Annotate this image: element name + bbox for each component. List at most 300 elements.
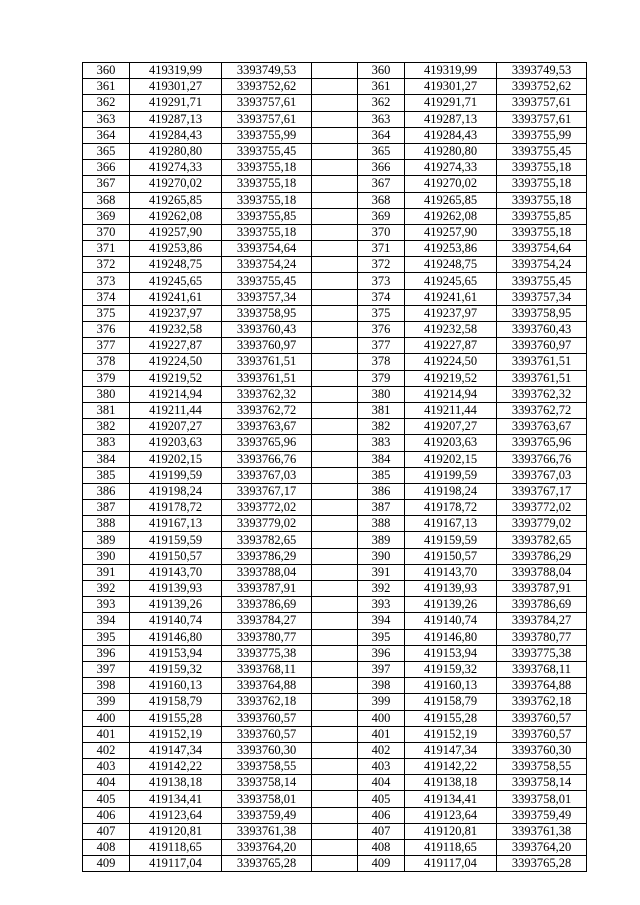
y-coordinate-cell: 3393762,32 [497, 386, 587, 402]
y-coordinate-cell: 3393788,04 [497, 564, 587, 580]
point-number-cell: 385 [358, 467, 405, 483]
point-number-cell: 369 [358, 208, 405, 224]
gap-cell [312, 273, 358, 289]
point-number-cell: 374 [358, 289, 405, 305]
y-coordinate-cell: 3393760,57 [497, 710, 587, 726]
y-coordinate-cell: 3393786,29 [497, 548, 587, 564]
table-row [83, 160, 587, 176]
table-row [83, 95, 587, 111]
y-coordinate-cell: 3393755,18 [497, 224, 587, 240]
x-coordinate-cell: 419118,65 [130, 840, 222, 856]
y-coordinate-cell: 3393772,02 [222, 500, 312, 516]
point-number-cell: 377 [83, 338, 130, 354]
y-coordinate-cell: 3393765,28 [497, 856, 587, 872]
point-number-cell: 380 [358, 386, 405, 402]
point-number-cell: 364 [83, 127, 130, 143]
point-number-cell: 399 [358, 694, 405, 710]
x-coordinate-cell: 419241,61 [405, 289, 497, 305]
gap-cell [312, 435, 358, 451]
gap-cell [312, 613, 358, 629]
x-coordinate-cell: 419160,13 [130, 678, 222, 694]
y-coordinate-cell: 3393759,49 [497, 807, 587, 823]
point-number-cell: 360 [83, 63, 130, 79]
point-number-cell: 380 [83, 386, 130, 402]
y-coordinate-cell: 3393757,34 [222, 289, 312, 305]
point-number-cell: 393 [358, 597, 405, 613]
table-row [83, 645, 587, 661]
table-row [83, 661, 587, 677]
y-coordinate-cell: 3393775,38 [497, 645, 587, 661]
x-coordinate-cell: 419167,13 [405, 516, 497, 532]
point-number-cell: 398 [358, 678, 405, 694]
table-row [83, 322, 587, 338]
y-coordinate-cell: 3393775,38 [222, 645, 312, 661]
y-coordinate-cell: 3393757,61 [222, 111, 312, 127]
point-number-cell: 375 [83, 305, 130, 321]
x-coordinate-cell: 419214,94 [405, 386, 497, 402]
x-coordinate-cell: 419150,57 [130, 548, 222, 564]
table-row [83, 840, 587, 856]
point-number-cell: 381 [358, 402, 405, 418]
x-coordinate-cell: 419248,75 [130, 257, 222, 273]
x-coordinate-cell: 419203,63 [130, 435, 222, 451]
table-row [83, 548, 587, 564]
table-row [83, 354, 587, 370]
point-number-cell: 407 [358, 823, 405, 839]
table-row [83, 241, 587, 257]
point-number-cell: 394 [83, 613, 130, 629]
gap-cell [312, 516, 358, 532]
y-coordinate-cell: 3393784,27 [222, 613, 312, 629]
x-coordinate-cell: 419237,97 [405, 305, 497, 321]
x-coordinate-cell: 419274,33 [405, 160, 497, 176]
x-coordinate-cell: 419150,57 [405, 548, 497, 564]
table-row [83, 856, 587, 872]
x-coordinate-cell: 419214,94 [130, 386, 222, 402]
x-coordinate-cell: 419142,22 [405, 759, 497, 775]
point-number-cell: 378 [358, 354, 405, 370]
y-coordinate-cell: 3393755,18 [222, 176, 312, 192]
table-row [83, 775, 587, 791]
table-row [83, 79, 587, 95]
x-coordinate-cell: 419207,27 [130, 419, 222, 435]
point-number-cell: 389 [83, 532, 130, 548]
y-coordinate-cell: 3393782,65 [497, 532, 587, 548]
y-coordinate-cell: 3393754,24 [222, 257, 312, 273]
x-coordinate-cell: 419291,71 [130, 95, 222, 111]
y-coordinate-cell: 3393768,11 [222, 661, 312, 677]
gap-cell [312, 79, 358, 95]
gap-cell [312, 451, 358, 467]
y-coordinate-cell: 3393749,53 [497, 63, 587, 79]
point-number-cell: 379 [358, 370, 405, 386]
y-coordinate-cell: 3393755,85 [222, 208, 312, 224]
point-number-cell: 396 [358, 645, 405, 661]
point-number-cell: 371 [83, 241, 130, 257]
gap-cell [312, 597, 358, 613]
gap-cell [312, 63, 358, 79]
y-coordinate-cell: 3393749,53 [222, 63, 312, 79]
x-coordinate-cell: 419159,32 [130, 661, 222, 677]
point-number-cell: 383 [358, 435, 405, 451]
y-coordinate-cell: 3393784,27 [497, 613, 587, 629]
x-coordinate-cell: 419159,59 [405, 532, 497, 548]
y-coordinate-cell: 3393788,04 [222, 564, 312, 580]
point-number-cell: 407 [83, 823, 130, 839]
y-coordinate-cell: 3393760,97 [222, 338, 312, 354]
y-coordinate-cell: 3393752,62 [222, 79, 312, 95]
point-number-cell: 373 [83, 273, 130, 289]
point-number-cell: 400 [83, 710, 130, 726]
table-row [83, 111, 587, 127]
table-row [83, 613, 587, 629]
x-coordinate-cell: 419178,72 [130, 500, 222, 516]
y-coordinate-cell: 3393761,51 [222, 370, 312, 386]
table-row [83, 759, 587, 775]
x-coordinate-cell: 419158,79 [405, 694, 497, 710]
x-coordinate-cell: 419118,65 [405, 840, 497, 856]
y-coordinate-cell: 3393755,18 [222, 192, 312, 208]
x-coordinate-cell: 419159,32 [405, 661, 497, 677]
y-coordinate-cell: 3393786,69 [497, 597, 587, 613]
gap-cell [312, 807, 358, 823]
point-number-cell: 397 [358, 661, 405, 677]
point-number-cell: 361 [358, 79, 405, 95]
x-coordinate-cell: 419117,04 [405, 856, 497, 872]
x-coordinate-cell: 419143,70 [405, 564, 497, 580]
point-number-cell: 368 [83, 192, 130, 208]
point-number-cell: 363 [83, 111, 130, 127]
x-coordinate-cell: 419237,97 [130, 305, 222, 321]
point-number-cell: 382 [83, 419, 130, 435]
x-coordinate-cell: 419284,43 [405, 127, 497, 143]
point-number-cell: 409 [358, 856, 405, 872]
point-number-cell: 408 [83, 840, 130, 856]
point-number-cell: 392 [83, 581, 130, 597]
point-number-cell: 391 [83, 564, 130, 580]
y-coordinate-cell: 3393768,11 [497, 661, 587, 677]
table-row [83, 726, 587, 742]
x-coordinate-cell: 419219,52 [405, 370, 497, 386]
y-coordinate-cell: 3393759,49 [222, 807, 312, 823]
y-coordinate-cell: 3393757,61 [497, 111, 587, 127]
y-coordinate-cell: 3393757,61 [222, 95, 312, 111]
point-number-cell: 385 [83, 467, 130, 483]
table-row [83, 305, 587, 321]
y-coordinate-cell: 3393755,18 [497, 160, 587, 176]
x-coordinate-cell: 419160,13 [405, 678, 497, 694]
y-coordinate-cell: 3393761,38 [497, 823, 587, 839]
x-coordinate-cell: 419198,24 [405, 483, 497, 499]
x-coordinate-cell: 419155,28 [130, 710, 222, 726]
x-coordinate-cell: 419142,22 [130, 759, 222, 775]
x-coordinate-cell: 419146,80 [405, 629, 497, 645]
x-coordinate-cell: 419211,44 [405, 402, 497, 418]
gap-cell [312, 726, 358, 742]
y-coordinate-cell: 3393787,91 [497, 581, 587, 597]
point-number-cell: 399 [83, 694, 130, 710]
gap-cell [312, 208, 358, 224]
y-coordinate-cell: 3393767,03 [222, 467, 312, 483]
point-number-cell: 402 [83, 742, 130, 758]
x-coordinate-cell: 419167,13 [130, 516, 222, 532]
y-coordinate-cell: 3393780,77 [222, 629, 312, 645]
x-coordinate-cell: 419280,80 [130, 143, 222, 159]
x-coordinate-cell: 419120,81 [405, 823, 497, 839]
table-row [83, 629, 587, 645]
point-number-cell: 373 [358, 273, 405, 289]
x-coordinate-cell: 419284,43 [130, 127, 222, 143]
gap-cell [312, 564, 358, 580]
x-coordinate-cell: 419138,18 [405, 775, 497, 791]
gap-cell [312, 645, 358, 661]
point-number-cell: 403 [83, 759, 130, 775]
x-coordinate-cell: 419117,04 [130, 856, 222, 872]
table-row [83, 807, 587, 823]
point-number-cell: 406 [358, 807, 405, 823]
x-coordinate-cell: 419146,80 [130, 629, 222, 645]
x-coordinate-cell: 419123,64 [405, 807, 497, 823]
y-coordinate-cell: 3393757,34 [497, 289, 587, 305]
y-coordinate-cell: 3393755,18 [222, 160, 312, 176]
point-number-cell: 366 [358, 160, 405, 176]
y-coordinate-cell: 3393782,65 [222, 532, 312, 548]
point-number-cell: 376 [83, 322, 130, 338]
point-number-cell: 406 [83, 807, 130, 823]
point-number-cell: 392 [358, 581, 405, 597]
table-row [83, 192, 587, 208]
y-coordinate-cell: 3393758,14 [222, 775, 312, 791]
y-coordinate-cell: 3393762,18 [222, 694, 312, 710]
table-row [83, 694, 587, 710]
x-coordinate-cell: 419140,74 [405, 613, 497, 629]
y-coordinate-cell: 3393765,96 [222, 435, 312, 451]
gap-cell [312, 661, 358, 677]
point-number-cell: 394 [358, 613, 405, 629]
x-coordinate-cell: 419287,13 [130, 111, 222, 127]
x-coordinate-cell: 419138,18 [130, 775, 222, 791]
x-coordinate-cell: 419224,50 [130, 354, 222, 370]
x-coordinate-cell: 419143,70 [130, 564, 222, 580]
x-coordinate-cell: 419270,02 [130, 176, 222, 192]
x-coordinate-cell: 419253,86 [405, 241, 497, 257]
gap-cell [312, 176, 358, 192]
x-coordinate-cell: 419123,64 [130, 807, 222, 823]
gap-cell [312, 467, 358, 483]
gap-cell [312, 581, 358, 597]
y-coordinate-cell: 3393755,99 [497, 127, 587, 143]
gap-cell [312, 289, 358, 305]
y-coordinate-cell: 3393780,77 [497, 629, 587, 645]
y-coordinate-cell: 3393763,67 [222, 419, 312, 435]
gap-cell [312, 95, 358, 111]
gap-cell [312, 127, 358, 143]
table-row [83, 532, 587, 548]
x-coordinate-cell: 419203,63 [405, 435, 497, 451]
x-coordinate-cell: 419301,27 [130, 79, 222, 95]
point-number-cell: 403 [358, 759, 405, 775]
y-coordinate-cell: 3393765,96 [497, 435, 587, 451]
point-number-cell: 362 [358, 95, 405, 111]
table-row [83, 467, 587, 483]
x-coordinate-cell: 419232,58 [405, 322, 497, 338]
y-coordinate-cell: 3393767,17 [497, 483, 587, 499]
y-coordinate-cell: 3393761,38 [222, 823, 312, 839]
x-coordinate-cell: 419265,85 [405, 192, 497, 208]
table-row [83, 143, 587, 159]
point-number-cell: 367 [358, 176, 405, 192]
gap-cell [312, 257, 358, 273]
point-number-cell: 400 [358, 710, 405, 726]
point-number-cell: 362 [83, 95, 130, 111]
x-coordinate-cell: 419257,90 [405, 224, 497, 240]
x-coordinate-cell: 419120,81 [130, 823, 222, 839]
y-coordinate-cell: 3393761,51 [497, 354, 587, 370]
y-coordinate-cell: 3393758,95 [222, 305, 312, 321]
point-number-cell: 378 [83, 354, 130, 370]
point-number-cell: 404 [83, 775, 130, 791]
table-row [83, 273, 587, 289]
y-coordinate-cell: 3393762,32 [222, 386, 312, 402]
x-coordinate-cell: 419140,74 [130, 613, 222, 629]
point-number-cell: 367 [83, 176, 130, 192]
y-coordinate-cell: 3393755,45 [222, 273, 312, 289]
x-coordinate-cell: 419227,87 [130, 338, 222, 354]
point-number-cell: 382 [358, 419, 405, 435]
table-row [83, 710, 587, 726]
y-coordinate-cell: 3393757,61 [497, 95, 587, 111]
x-coordinate-cell: 419199,59 [405, 467, 497, 483]
gap-cell [312, 354, 358, 370]
table-row [83, 451, 587, 467]
point-number-cell: 387 [358, 500, 405, 516]
point-number-cell: 370 [83, 224, 130, 240]
table-row [83, 823, 587, 839]
y-coordinate-cell: 3393760,57 [222, 726, 312, 742]
point-number-cell: 390 [358, 548, 405, 564]
gap-cell [312, 840, 358, 856]
x-coordinate-cell: 419155,28 [405, 710, 497, 726]
point-number-cell: 393 [83, 597, 130, 613]
y-coordinate-cell: 3393760,57 [497, 726, 587, 742]
x-coordinate-cell: 419287,13 [405, 111, 497, 127]
y-coordinate-cell: 3393758,14 [497, 775, 587, 791]
point-number-cell: 365 [83, 143, 130, 159]
gap-cell [312, 742, 358, 758]
gap-cell [312, 856, 358, 872]
point-number-cell: 398 [83, 678, 130, 694]
table-row [83, 127, 587, 143]
x-coordinate-cell: 419248,75 [405, 257, 497, 273]
point-number-cell: 372 [83, 257, 130, 273]
gap-cell [312, 548, 358, 564]
y-coordinate-cell: 3393761,51 [497, 370, 587, 386]
point-number-cell: 405 [83, 791, 130, 807]
table-row [83, 63, 587, 79]
x-coordinate-cell: 419257,90 [130, 224, 222, 240]
y-coordinate-cell: 3393760,30 [497, 742, 587, 758]
y-coordinate-cell: 3393772,02 [497, 500, 587, 516]
table-row [83, 791, 587, 807]
point-number-cell: 388 [358, 516, 405, 532]
table-row [83, 386, 587, 402]
x-coordinate-cell: 419232,58 [130, 322, 222, 338]
point-number-cell: 374 [83, 289, 130, 305]
x-coordinate-cell: 419153,94 [405, 645, 497, 661]
table-row [83, 208, 587, 224]
table-row [83, 338, 587, 354]
y-coordinate-cell: 3393754,24 [497, 257, 587, 273]
gap-cell [312, 160, 358, 176]
gap-cell [312, 305, 358, 321]
y-coordinate-cell: 3393764,88 [222, 678, 312, 694]
x-coordinate-cell: 419152,19 [130, 726, 222, 742]
coordinates-table [82, 62, 587, 872]
table-row [83, 224, 587, 240]
y-coordinate-cell: 3393786,29 [222, 548, 312, 564]
x-coordinate-cell: 419262,08 [130, 208, 222, 224]
x-coordinate-cell: 419319,99 [405, 63, 497, 79]
x-coordinate-cell: 419219,52 [130, 370, 222, 386]
point-number-cell: 372 [358, 257, 405, 273]
x-coordinate-cell: 419280,80 [405, 143, 497, 159]
y-coordinate-cell: 3393779,02 [222, 516, 312, 532]
point-number-cell: 384 [83, 451, 130, 467]
x-coordinate-cell: 419199,59 [130, 467, 222, 483]
table-row [83, 402, 587, 418]
y-coordinate-cell: 3393755,99 [222, 127, 312, 143]
x-coordinate-cell: 419153,94 [130, 645, 222, 661]
y-coordinate-cell: 3393755,45 [497, 273, 587, 289]
point-number-cell: 376 [358, 322, 405, 338]
gap-cell [312, 338, 358, 354]
gap-cell [312, 775, 358, 791]
table-row [83, 742, 587, 758]
point-number-cell: 409 [83, 856, 130, 872]
point-number-cell: 386 [358, 483, 405, 499]
point-number-cell: 375 [358, 305, 405, 321]
point-number-cell: 365 [358, 143, 405, 159]
point-number-cell: 369 [83, 208, 130, 224]
point-number-cell: 371 [358, 241, 405, 257]
point-number-cell: 379 [83, 370, 130, 386]
y-coordinate-cell: 3393758,95 [497, 305, 587, 321]
x-coordinate-cell: 419224,50 [405, 354, 497, 370]
y-coordinate-cell: 3393762,72 [497, 402, 587, 418]
table-row [83, 516, 587, 532]
point-number-cell: 363 [358, 111, 405, 127]
table-row [83, 435, 587, 451]
gap-cell [312, 791, 358, 807]
point-number-cell: 388 [83, 516, 130, 532]
gap-cell [312, 111, 358, 127]
gap-cell [312, 402, 358, 418]
y-coordinate-cell: 3393761,51 [222, 354, 312, 370]
x-coordinate-cell: 419270,02 [405, 176, 497, 192]
point-number-cell: 387 [83, 500, 130, 516]
point-number-cell: 401 [83, 726, 130, 742]
y-coordinate-cell: 3393760,57 [222, 710, 312, 726]
y-coordinate-cell: 3393762,72 [222, 402, 312, 418]
y-coordinate-cell: 3393766,76 [497, 451, 587, 467]
y-coordinate-cell: 3393754,64 [497, 241, 587, 257]
x-coordinate-cell: 419158,79 [130, 694, 222, 710]
point-number-cell: 383 [83, 435, 130, 451]
x-coordinate-cell: 419245,65 [130, 273, 222, 289]
x-coordinate-cell: 419207,27 [405, 419, 497, 435]
point-number-cell: 395 [83, 629, 130, 645]
x-coordinate-cell: 419139,26 [130, 597, 222, 613]
